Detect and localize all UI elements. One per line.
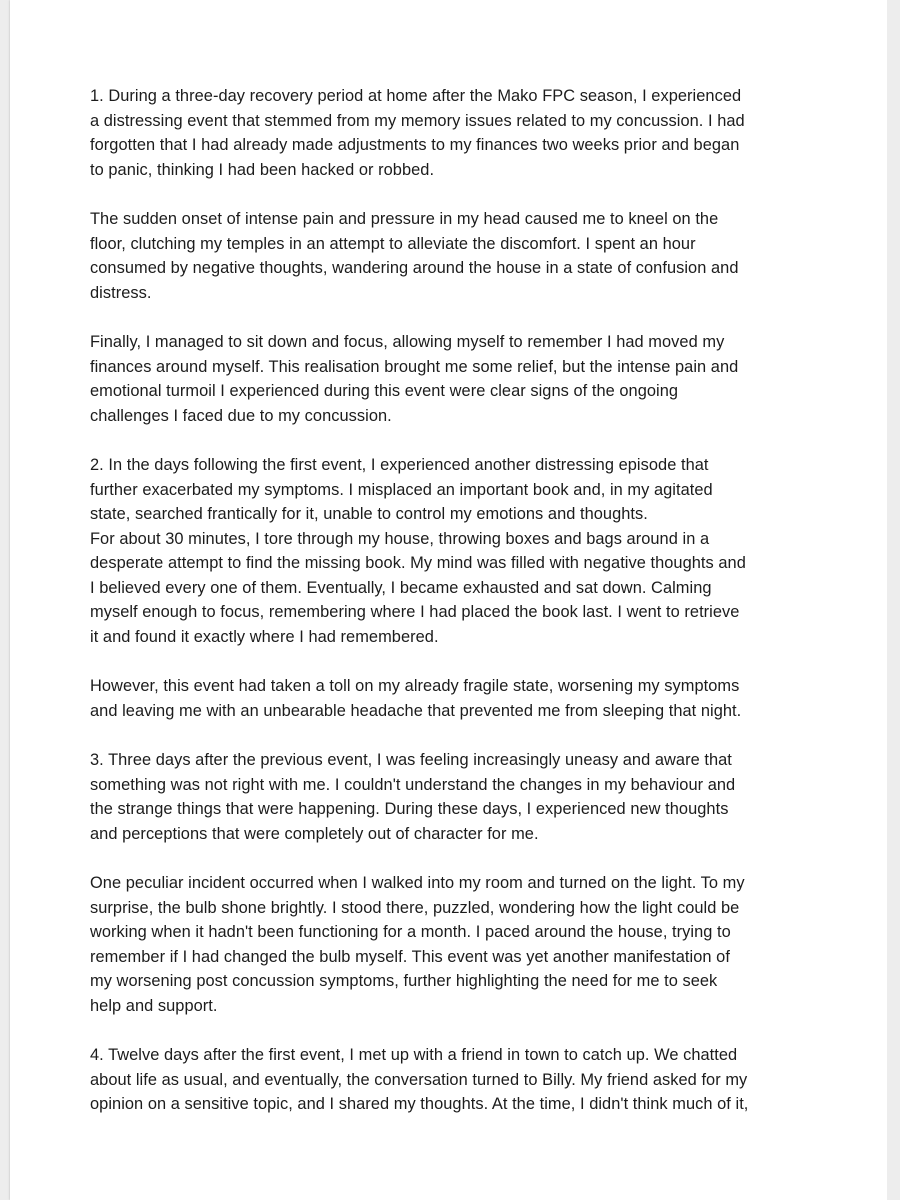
paragraph-1: 1. During a three-day recovery period at home after the Mako FPC season, I experienced a distressing event that stemmed from my memory issues related to my concussion. I had forgotten that I had already made adjustments to my finances two weeks prior and began to panic, thinking I had been hacked or robbed. — [90, 87, 745, 179]
paragraph-5: For about 30 minutes, I tore through my house, throwing boxes and bags around in a desperate attempt to find the missing book. My mind was filled with negative thoughts and I believed every one of them. Eventually, I became exhausted and sat down. Calming myself enough to focus, remembering where I had placed the book last. I went to retrieve it and found it exactly where I had remembered. — [90, 529, 746, 647]
page-edge — [887, 0, 900, 1200]
paragraph-8: One peculiar incident occurred when I walked into my room and turned on the light. To my surprise, the bulb shone brightly. I stood there, puzzled, wondering how the light could be working when it hadn't been functioning for a month. I paced around the house, trying to remember if I had changed the bulb myself. This event was yet another manifestation of my worsening post concussion symptoms, further highlighting the need for me to seek help and support. — [90, 874, 745, 1015]
document-body — [90, 84, 830, 1117]
paragraph-4: 2. In the days following the first event, I experienced another distressing episode that further exacerbated my symptoms. I misplaced an important book and, in my agitated state, searched frantically for it, unable to control my emotions and thoughts. — [90, 455, 713, 524]
paragraph-3: Finally, I managed to sit down and focus, allowing myself to remember I had moved my finances around myself. This realisation brought me some relief, but the intense pain and emotional turmoil I experienced during this event were clear signs of the ongoing challenges I faced due to my concussion. — [90, 332, 739, 425]
document-page — [10, 0, 887, 1200]
paragraph-7: 3. Three days after the previous event, I was feeling increasingly uneasy and aware that something was not right with me. I couldn't understand the changes in my behaviour and the strange things that were happening. During these days, I experienced new thoughts and perceptions that were completely out of character for me. — [90, 751, 736, 843]
paragraph-6: However, this event had taken a toll on my already fragile state, worsening my symptoms and leaving me with an unbearable headache that prevented me from sleeping that night. — [90, 677, 742, 720]
paragraph-2: The sudden onset of intense pain and pressure in my head caused me to kneel on the floor, clutching my temples in an attempt to alleviate the discomfort. I spent an hour consumed by negative thoughts, wandering around the house in a state of confusion and distress. — [90, 209, 739, 302]
paragraph-9: 4. Twelve days after the first event, I met up with a friend in town to catch up. We chatted about life as usual, and eventually, the conversation turned to Billy. My friend asked for my opinion on a sensitive topic, and I shared my thoughts. At the time, I didn't think much of it, — [90, 1046, 749, 1114]
